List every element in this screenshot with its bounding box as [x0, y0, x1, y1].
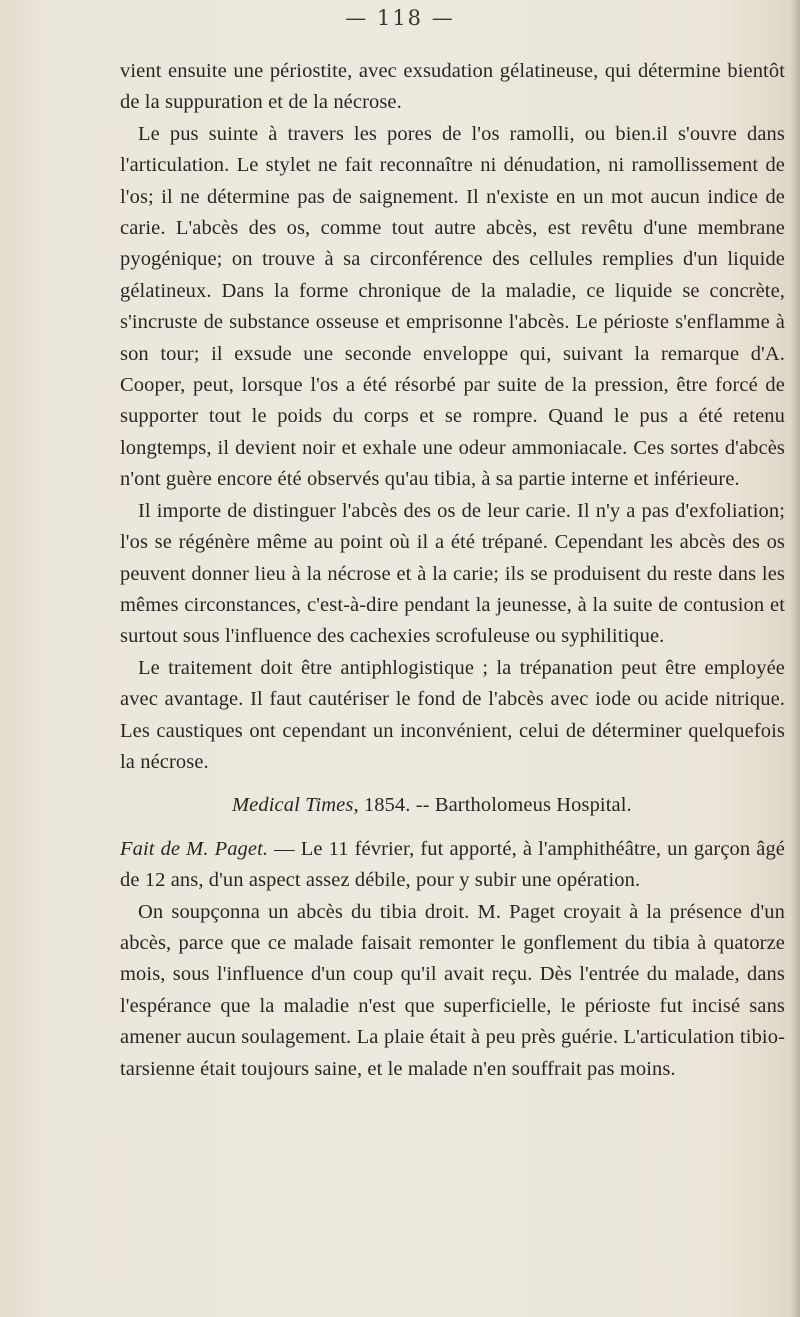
- page-number: — 118 —: [345, 6, 455, 30]
- paragraph-continuation: vient ensuite une périostite, avec exsudation gélatineuse, qui détermine bientôt de la suppuration et de la nécrose.: [120, 60, 785, 114]
- body-text: [120, 56, 785, 1085]
- paragraph-abscess-description: Le pus suinte à travers les pores de l'os ramolli, ou bien.il s'ouvre dans l'articulation. Le stylet ne fait reconnaître ni dénudation, ni ramollissement de l'os; il ne détermine pas de saignement. Il n'existe en un mot aucun indice de carie. L'abcès des os, comme tout autre abcès, est revêtu d'une membrane pyogénique; on trouve à sa circonférence des cellules remplies d'un liquide gélatineux. Dans la forme chronique de la maladie, ce liquide se concrète, s'incruste de substance osseuse et emprisonne l'abcès. Le périoste s'enflamme à son tour; il exsude une seconde enveloppe qui, suivant la remarque d'A. Cooper, peut, lorsque l'os a été résorbé par suite de la pression, être forcé de supporter tout le poids du corps et se rompre. Quand le pus a été retenu longtemps, il devient noir et exhale une odeur ammoniacale. Ces sortes d'abcès n'ont guère encore été observés qu'au tibia, à sa partie interne et inférieure.: [120, 122, 785, 491]
- paragraph-diagnosis: Il importe de distinguer l'abcès des os de leur carie. Il n'y a pas d'exfoliation; l'os se régénère même au point où il a été trépané. Cependant les abcès des os peuvent donner lieu à la nécrose et à la carie; ils se produisent du reste dans les mêmes circonstances, c'est-à-dire pendant la jeunesse, à la suite de contusion et surtout sous l'influence des cachexies scrofuleuse ou syphilitique.: [120, 499, 785, 648]
- paragraph-case: [120, 834, 785, 897]
- paragraph-case-details: On soupçonna un abcès du tibia droit. M. Paget croyait à la présence d'un abcès, parce que ce malade faisait remonter le gonflement du tibia à quatorze mois, sous l'influence d'un coup qu'il avait reçu. Dès l'entrée du malade, dans l'espérance que la maladie n'est que superficielle, le périoste fut incisé sans amener aucun soulagement. La plaie était à peu près guérie. L'articulation tibio-tarsienne était toujours saine, et le malade n'en souffrait pas moins.: [120, 900, 785, 1080]
- paragraph-treatment: Le traitement doit être antiphlogistique ; la trépanation peut être employée avec avantage. Il faut cautériser le fond de l'abcès avec iode ou acide nitrique. Les caustiques ont cependant un inconvénient, celui de déterminer quelquefois la nécrose.: [120, 656, 785, 773]
- case-text: — Le 11 février, fut apporté, à l'amphithéâtre, un garçon âgé de 12 ans, d'un aspect assez débile, pour y subir une opération.: [120, 837, 785, 892]
- citation: [120, 790, 785, 821]
- citation-rest: , 1854. -- Bartholomeus Hospital.: [353, 794, 632, 817]
- case-lead: Fait de M. Paget.: [120, 837, 269, 860]
- citation-source: Medical Times: [232, 794, 354, 817]
- page-edge-shadow: [790, 0, 800, 1317]
